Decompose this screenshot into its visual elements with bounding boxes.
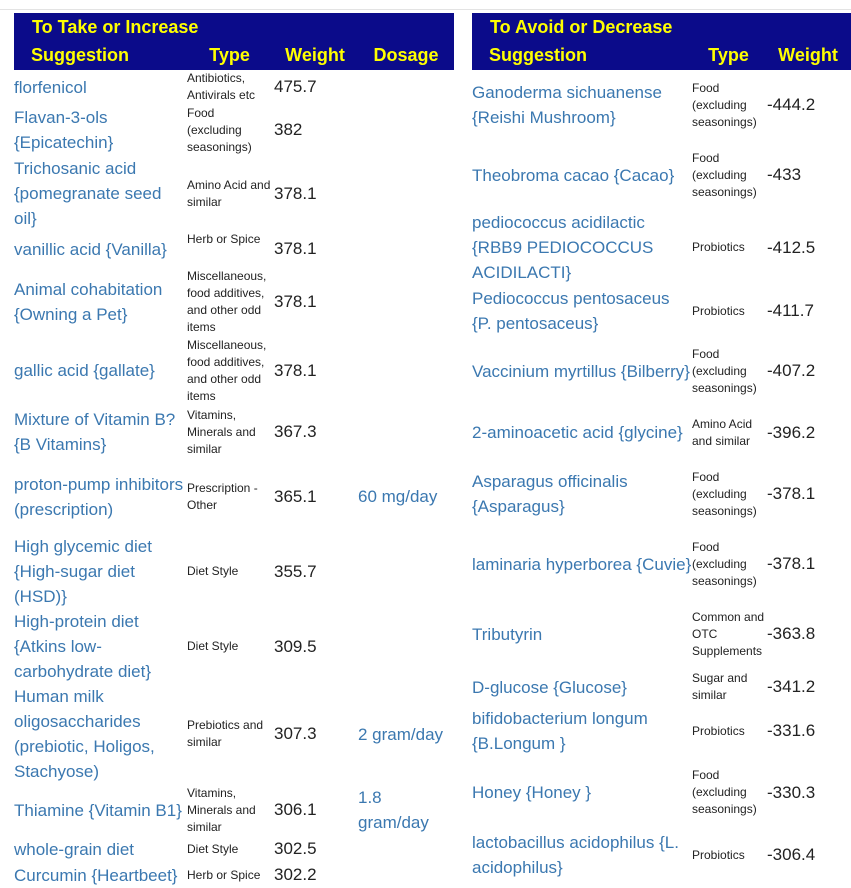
top-divider <box>0 9 851 10</box>
weight-cell: -396.2 <box>767 422 816 442</box>
col-header-type: Type <box>209 45 250 65</box>
suggestion-link[interactable]: Honey {Honey } <box>472 783 592 802</box>
suggestion-link[interactable]: lactobacillus acidophilus {L. acidophilus} <box>472 833 679 877</box>
table-row <box>472 405 851 460</box>
table-row <box>472 528 851 600</box>
table-row <box>14 104 454 156</box>
dosage-cell: 1.8 gram/day <box>358 788 429 832</box>
weight-cell: -411.7 <box>767 301 814 320</box>
type-cell: Food (excluding seasonings) <box>692 768 757 816</box>
weight-cell: 378.1 <box>274 360 317 380</box>
weight-cell: 382 <box>274 120 303 139</box>
suggestion-link[interactable]: Animal cohabitation {Owning a Pet} <box>14 279 163 324</box>
type-cell: Common and OTC Supplements <box>692 609 765 658</box>
suggestion-link[interactable]: Ganoderma sichuanense {Reishi Mushroom} <box>472 83 662 127</box>
weight-cell: -412.5 <box>767 237 816 257</box>
type-cell: Probiotics <box>692 723 745 738</box>
table-row <box>14 784 454 836</box>
type-cell: Amino Acid and similar <box>692 416 753 448</box>
table-row <box>472 460 851 528</box>
suggestion-link[interactable]: Pediococcus pentosaceus {P. pentosaceus} <box>472 289 670 333</box>
weight-cell: 309.5 <box>274 636 317 656</box>
weight-cell: -331.6 <box>767 721 816 740</box>
dosage-cell <box>358 104 454 156</box>
dosage-cell <box>358 267 454 336</box>
dosage-cell <box>358 405 454 459</box>
col-header-dosage: Dosage <box>373 45 439 65</box>
table-row <box>14 156 454 231</box>
weight-cell: 378.1 <box>274 183 317 203</box>
weight-cell: 307.3 <box>274 724 317 743</box>
suggestion-link[interactable]: laminaria hyperborea {Cuvie} <box>472 554 692 574</box>
suggestion-link[interactable]: Flavan-3-ols {Epicatechin} <box>14 108 114 152</box>
dosage-cell <box>358 836 454 862</box>
weight-cell: 378.1 <box>274 291 317 311</box>
weight-cell: 367.3 <box>274 422 317 441</box>
type-cell: Miscellaneous, food additives, and other odd items <box>187 337 267 403</box>
type-cell: Food (excluding seasonings) <box>692 469 757 518</box>
dosage-cell <box>358 862 454 888</box>
table-row <box>14 534 454 609</box>
table-row <box>14 405 454 459</box>
dosage-cell <box>358 534 454 609</box>
table-row <box>14 267 454 336</box>
suggestion-link[interactable]: Mixture of Vitamin B? {B Vitamins} <box>14 410 176 454</box>
type-cell: Diet Style <box>187 639 239 653</box>
type-cell: Diet Style <box>187 564 239 578</box>
table-row <box>472 70 851 140</box>
suggestion-link[interactable]: 2-aminoacetic acid {glycine} <box>472 423 683 442</box>
table-row <box>14 609 454 684</box>
type-cell: Sugar and similar <box>692 671 748 702</box>
suggestion-link[interactable]: gallic acid {gallate} <box>14 361 155 380</box>
type-cell: Food (excluding seasonings) <box>187 105 252 154</box>
table-row <box>472 285 851 337</box>
suggestion-link[interactable]: florfenicol <box>14 77 87 97</box>
suggestion-link[interactable]: pediococcus acidilactic {RBB9 PEDIOCOCCUS ACIDILACTI} <box>472 213 654 282</box>
suggestion-link[interactable]: vanillic acid {Vanilla} <box>14 239 167 259</box>
table-row <box>14 862 454 888</box>
weight-cell: 302.5 <box>274 839 317 858</box>
dosage-cell <box>358 70 454 104</box>
weight-cell: -363.8 <box>767 624 816 643</box>
take-table-header-row <box>14 41 454 70</box>
type-cell: Food (excluding seasonings) <box>692 346 757 395</box>
suggestion-link[interactable]: High glycemic diet {High-sugar diet (HSD)} <box>14 537 152 606</box>
type-cell: Herb or Spice <box>187 867 261 882</box>
table-row <box>14 459 454 534</box>
type-cell: Herb or Spice <box>187 232 261 246</box>
suggestion-link[interactable]: Thiamine {Vitamin B1} <box>14 800 182 820</box>
col-header-weight: Weight <box>285 45 345 65</box>
weight-cell: 302.2 <box>274 865 317 884</box>
take-table-title-row <box>14 13 454 41</box>
weight-cell: 475.7 <box>274 77 317 96</box>
dosage-cell <box>358 231 454 267</box>
weight-cell: -306.4 <box>767 845 816 864</box>
table-row <box>14 836 454 862</box>
type-cell: Diet Style <box>187 841 239 856</box>
take-increase-table <box>14 13 454 888</box>
weight-cell: -378.1 <box>767 484 816 503</box>
col-header-suggestion: Suggestion <box>31 45 129 65</box>
dosage-cell <box>358 609 454 684</box>
table-row <box>472 210 851 285</box>
table-row <box>472 756 851 829</box>
table-row <box>472 829 851 881</box>
suggestion-link[interactable]: Human milk oligosaccharides (prebiotic, Holigos, Stachyose) <box>14 687 155 781</box>
suggestion-link[interactable]: Curcumin {Heartbeet} <box>14 865 178 885</box>
type-cell: Vitamins, Minerals and similar <box>187 407 256 456</box>
type-cell: Probiotics <box>692 240 745 254</box>
take-table-title: To Take or Increase <box>32 16 199 37</box>
type-cell: Prebiotics and similar <box>187 718 264 749</box>
weight-cell: -433 <box>767 165 802 184</box>
suggestion-link[interactable]: Vaccinium myrtillus {Bilberry} <box>472 361 690 381</box>
weight-cell: -407.2 <box>767 361 816 380</box>
suggestion-link[interactable]: D-glucose {Glucose} <box>472 677 627 697</box>
weight-cell: 355.7 <box>274 561 317 581</box>
weight-cell: 365.1 <box>274 486 317 506</box>
weight-cell: -378.1 <box>767 554 816 573</box>
type-cell: Food (excluding seasonings) <box>692 80 757 129</box>
weight-cell: 378.1 <box>274 239 317 258</box>
table-row <box>14 684 454 784</box>
type-cell: Vitamins, Minerals and similar <box>187 785 256 834</box>
type-cell: Probiotics <box>692 847 745 862</box>
table-row <box>14 336 454 405</box>
weight-cell: -444.2 <box>767 95 816 114</box>
table-row <box>14 70 454 104</box>
col-header-weight: Weight <box>778 45 838 65</box>
avoid-decrease-table <box>472 13 851 881</box>
weight-cell: -341.2 <box>767 677 816 696</box>
avoid-table-header-row <box>472 41 851 70</box>
suggestion-link[interactable]: whole-grain diet <box>14 839 135 859</box>
type-cell: Miscellaneous, food additives, and other odd items <box>187 268 267 334</box>
type-cell: Probiotics <box>692 303 745 318</box>
suggestion-link[interactable]: Theobroma cacao {Cacao} <box>472 165 675 185</box>
table-row <box>472 600 851 668</box>
avoid-table-title: To Avoid or Decrease <box>490 16 673 37</box>
dosage-cell: 60 mg/day <box>358 487 438 506</box>
weight-cell: -330.3 <box>767 782 816 802</box>
type-cell: Amino Acid and similar <box>187 177 271 209</box>
type-cell: Antibiotics, Antivirals etc <box>187 71 256 102</box>
col-header-suggestion: Suggestion <box>489 45 587 65</box>
dosage-cell: 2 gram/day <box>358 724 444 744</box>
col-header-type: Type <box>708 45 749 65</box>
table-row <box>472 668 851 706</box>
table-row <box>472 337 851 405</box>
table-row <box>14 231 454 267</box>
dosage-cell <box>358 336 454 405</box>
suggestion-link[interactable]: Tributyrin <box>472 624 543 644</box>
type-cell: Prescription - Other <box>187 480 258 512</box>
suggestion-link[interactable]: Trichosanic acid {pomegranate seed oil} <box>14 159 162 228</box>
dosage-cell <box>358 156 454 231</box>
table-row <box>472 140 851 210</box>
suggestion-link[interactable]: proton-pump inhibitors (prescription) <box>14 474 184 519</box>
type-cell: Food (excluding seasonings) <box>692 539 757 588</box>
weight-cell: 306.1 <box>274 800 317 819</box>
table-row <box>472 706 851 756</box>
suggestion-link[interactable]: Asparagus officinalis {Asparagus} <box>472 472 628 516</box>
suggestion-link[interactable]: bifidobacterium longum {B.Longum } <box>472 709 648 753</box>
suggestion-link[interactable]: High-protein diet {Atkins low-carbohydrate diet} <box>14 612 152 681</box>
type-cell: Food (excluding seasonings) <box>692 150 757 199</box>
avoid-table-title-row <box>472 13 851 41</box>
